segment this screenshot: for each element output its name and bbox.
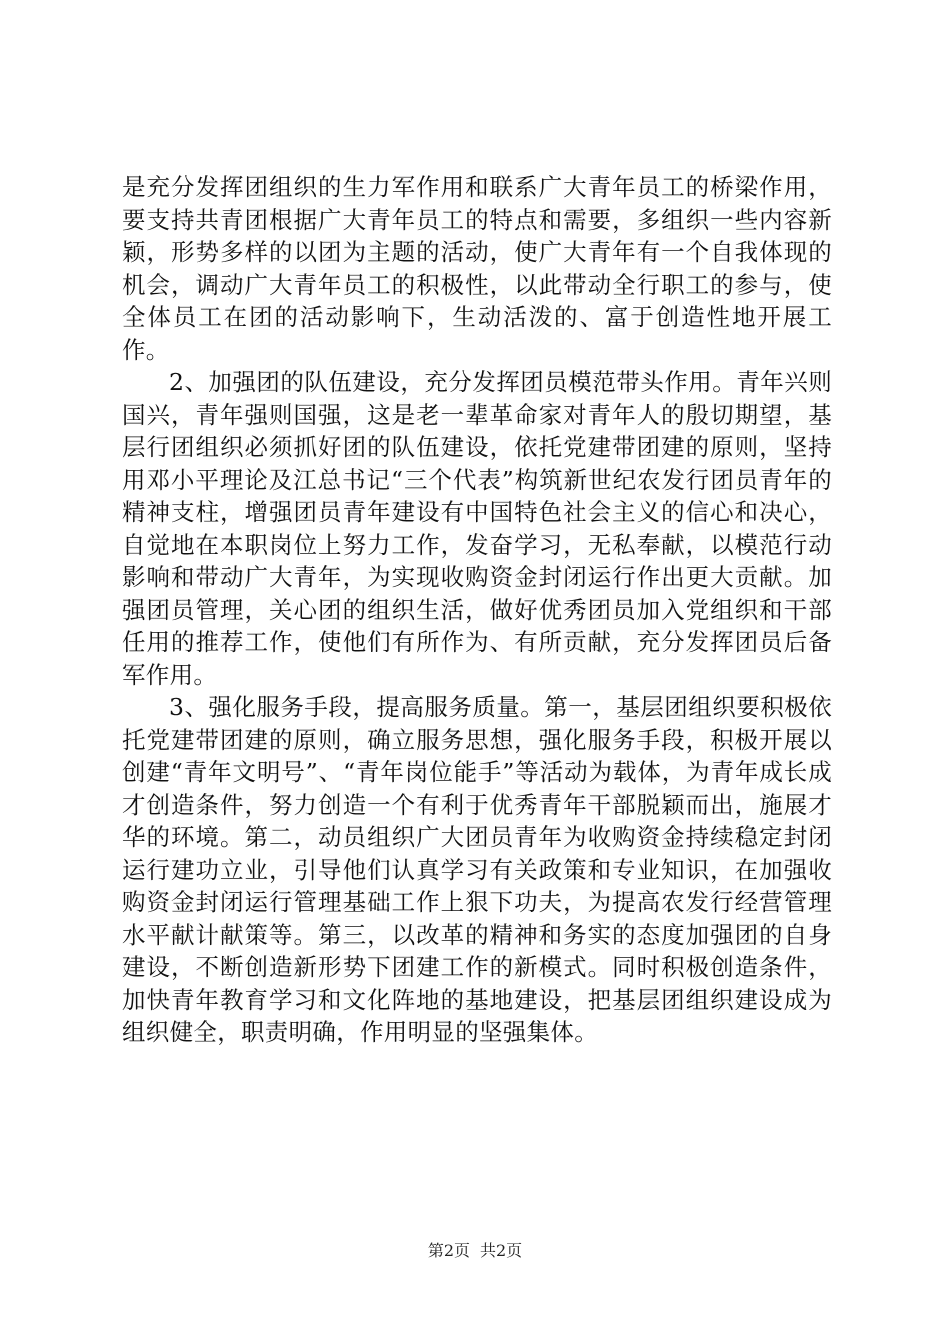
- page-total: 共2页: [480, 1241, 523, 1260]
- page-footer: [0, 1241, 950, 1261]
- paragraph-2: 2、加强团的队伍建设，充分发挥团员模范带头作用。青年兴则国兴，青年强则国强，这是老一辈革命家对青年人的殷切期望，基层行团组织必须抓好团的队伍建设，依托党建带团建的原则，坚持用邓小平理论及江总书记“三个代表”构筑新世纪农发行团员青年的精神支柱，增强团员青年建设有中国特色社会主义的信心和决心，自觉地在本职岗位上努力工作，发奋学习，无私奉献，以模范行动影响和带动广大青年，为实现收购资金封闭运行作出更大贡献。加强团员管理，关心团的组织生活，做好优秀团员加入党组织和干部任用的推荐工作，使他们有所作为、有所贡献，充分发挥团员后备军作用。: [122, 368, 832, 689]
- page-number: 第2页: [427, 1241, 470, 1260]
- paragraph-3: 3、强化服务手段，提高服务质量。第一，基层团组织要积极依托党建带团建的原则，确立服务思想，强化服务手段，积极开展以创建“青年文明号”、“青年岗位能手”等活动为载体，为青年成长成才创造条件，努力创造一个有利于优秀青年干部脱颖而出，施展才华的环境。第二，动员组织广大团员青年为收购资金持续稳定封闭运行建功立业，引导他们认真学习有关政策和专业知识，在加强收购资金封闭运行管理基础工作上狠下功夫，为提高农发行经营管理水平献计献策等。第三，以改革的精神和务实的态度加强团的自身建设，不断创造新形势下团建工作的新模式。同时积极创造条件，加快青年教育学习和文化阵地的基地建设，把基层团组织建设成为组织健全，职责明确，作用明显的坚强集体。: [122, 693, 832, 1046]
- paragraph-1: 是充分发挥团组织的生力军作用和联系广大青年员工的桥梁作用，要支持共青团根据广大青年员工的特点和需要，多组织一些内容新颖，形势多样的以团为主题的活动，使广大青年有一个自我体现的机会，调动广大青年员工的积极性，以此带动全行职工的参与，使全体员工在团的活动影响下，生动活泼的、富于创造性地开展工作。: [122, 173, 832, 364]
- body-text: [122, 171, 832, 1049]
